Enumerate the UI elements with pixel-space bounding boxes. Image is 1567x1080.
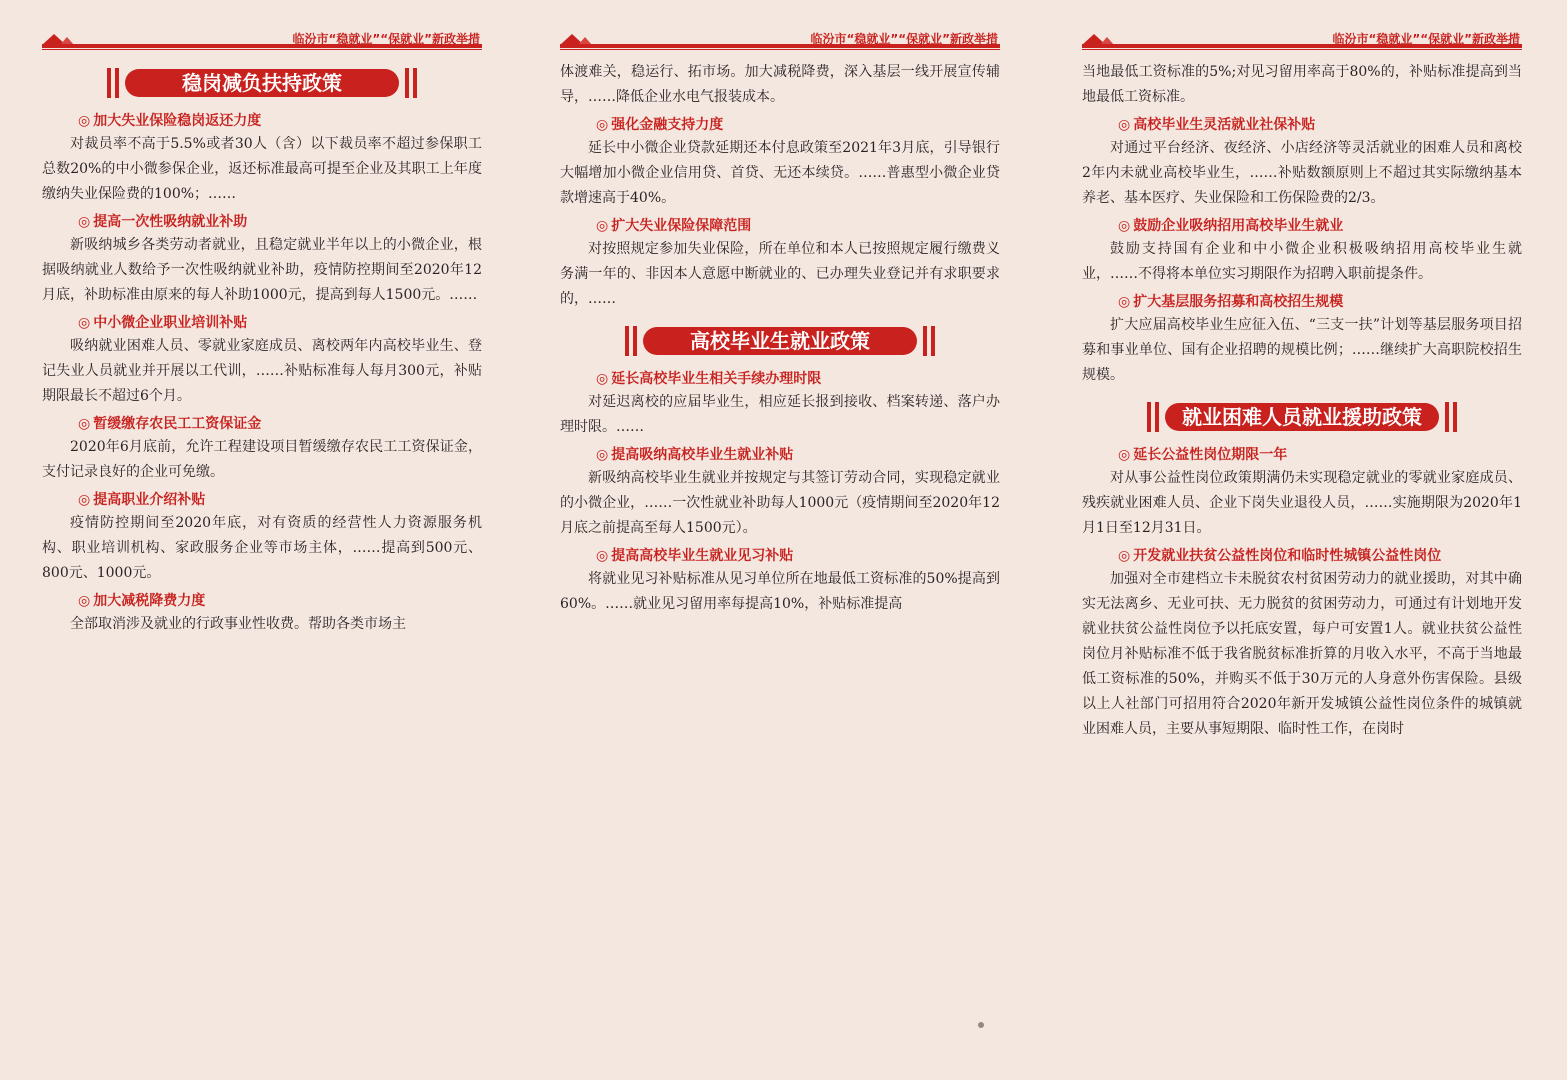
section-title-text: 延长公益性岗位期限一年 [1133,447,1288,463]
section-title [78,110,482,130]
header-rule-thin [42,49,482,50]
bullseye-icon: ◎ [78,113,91,129]
section-title [78,413,482,433]
section-title-text: 加大失业保险稳岗返还力度 [93,113,262,129]
banner-bar-icon [107,68,111,98]
bullseye-icon: ◎ [596,447,609,463]
section-title [78,489,482,509]
section-banner [1147,402,1457,432]
banner-title: 高校毕业生就业政策 [643,327,917,355]
section-banner [107,68,417,98]
section-paragraph: 将就业见习补贴标准从见习单位所在地最低工资标准的50%提高到60%。……就业见习留用率每提高10%，补贴标准提高 [560,571,1000,612]
bullseye-icon: ◎ [78,492,91,508]
section-title-text: 开发就业扶贫公益性岗位和临时性城镇公益性岗位 [1133,548,1442,564]
bullseye-icon: ◎ [596,371,609,387]
section-paragraph: 吸纳就业困难人员、零就业家庭成员、离校两年内高校毕业生、登记失业人员就业并开展以工代训，……补贴标准每人每月300元，补贴期限最长不超过6个月。 [42,338,482,404]
section-title [1118,291,1522,311]
section-paragraph: 2020年6月底前，允许工程建设项目暂缓缴存农民工工资保证金，支付记录良好的企业可免缴。 [42,439,482,480]
section-banner [625,326,935,356]
section-paragraph: 对延迟离校的应届毕业生，相应延长报到接收、档案转递、落户办理时限。…… [560,394,1000,435]
banner-title: 稳岗减负扶持政策 [125,69,399,97]
banner-bar-icon [633,326,637,356]
bullseye-icon: ◎ [596,117,609,133]
section-paragraph: 对从事公益性岗位政策期满仍未实现稳定就业的零就业家庭成员、残疾就业困难人员、企业下岗失业退役人员，……实施期限为2020年1月1日至12月31日。 [1082,470,1522,536]
section-title-text: 延长高校毕业生相关手续办理时限 [611,371,822,387]
page-header [1082,30,1522,54]
section-title [596,215,1000,235]
banner-title: 就业困难人员就业援助政策 [1165,403,1439,431]
section-title [596,444,1000,464]
section-title-text: 扩大基层服务招募和高校招生规模 [1133,294,1344,310]
banner-bar-icon [931,326,935,356]
page-header [560,30,1000,54]
section-title-text: 鼓励企业吸纳招用高校毕业生就业 [1133,218,1344,234]
section-paragraph: 对裁员率不高于5.5%或者30人（含）以下裁员率不超过参保职工总数20%的中小微参保企业，返还标准最高可提至企业及其职工上年度缴纳失业保险费的100%；…… [42,136,482,202]
column-1 [42,30,482,1060]
banner-bar-icon [1445,402,1449,432]
section-paragraph: 新吸纳城乡各类劳动者就业，且稳定就业半年以上的小微企业，根据吸纳就业人数给予一次性吸纳就业补助，疫情防控期间至2020年12月底，补助标准由原来的每人补助1000元，提高到每人1500元。…… [42,237,482,303]
bullseye-icon: ◎ [1118,447,1131,463]
bullseye-icon: ◎ [1118,294,1131,310]
bullseye-icon: ◎ [78,315,91,331]
section-title-text: 提高吸纳高校毕业生就业补贴 [611,447,794,463]
column-2 [560,30,1000,1060]
banner-bar-icon [1155,402,1159,432]
section-title [78,590,482,610]
section-title-text: 暂缓缴存农民工工资保证金 [93,416,262,432]
banner-bar-icon [923,326,927,356]
bullseye-icon: ◎ [78,214,91,230]
bullseye-icon: ◎ [1118,548,1131,564]
column-3 [1082,30,1522,1060]
section-paragraph: 疫情防控期间至2020年底，对有资质的经营性人力资源服务机构、职业培训机构、家政服务企业等市场主体，……提高到500元、800元、1000元。 [42,515,482,581]
decorative-dot [978,1022,984,1028]
banner-bar-icon [1453,402,1457,432]
section-paragraph: 加强对全市建档立卡未脱贫农村贫困劳动力的就业援助，对其中确实无法离乡、无业可扶、无力脱贫的贫困劳动力，可通过有计划地开发就业扶贫公益性岗位予以托底安置，每户可安置1人。就业扶贫公益性岗位月补贴标准不低于我省脱贫标准折算的月收入水平，不高于当地最低工资标准的50%，并购买不低于30万元的人身意外伤害保险。县级以上人社部门可招用符合2020年新开发城镇公益性岗位条件的城镇就业困难人员，主要从事短期限、临时性工作，在岗时 [1082,571,1522,737]
section-title [1118,444,1522,464]
section-title [1118,545,1522,565]
section-paragraph: 当地最低工资标准的5%;对见习留用率高于80%的，补贴标准提高到当地最低工资标准。 [1082,64,1522,105]
section-paragraph: 延长中小微企业贷款延期还本付息政策至2021年3月底，引导银行大幅增加小微企业信用贷、首贷、无还本续贷。……普惠型小微企业贷款增速高于40%。 [560,140,1000,206]
bullseye-icon: ◎ [78,593,91,609]
bullseye-icon: ◎ [78,416,91,432]
section-title-text: 提高职业介绍补贴 [93,492,206,508]
section-paragraph: 对通过平台经济、夜经济、小店经济等灵活就业的困难人员和离校2年内未就业高校毕业生，……补贴数额原则上不超过其实际缴纳基本养老、基本医疗、失业保险和工伤保险费的2/3。 [1082,140,1522,206]
header-title: 临汾市“稳就业”“保就业”新政举措 [292,32,480,46]
section-title-text: 提高一次性吸纳就业补助 [93,214,248,230]
section-paragraph: 扩大应届高校毕业生应征入伍、“三支一扶”计划等基层服务项目招募和事业单位、国有企业招聘的规模比例；……继续扩大高职院校招生规模。 [1082,317,1522,383]
section-title [596,368,1000,388]
header-rule-thin [560,49,1000,50]
section-title-text: 扩大失业保险保障范围 [611,218,752,234]
bullseye-icon: ◎ [1118,218,1131,234]
section-paragraph: 新吸纳高校毕业生就业并按规定与其签订劳动合同，实现稳定就业的小微企业，……一次性就业补助每人1000元（疫情期间至2020年12月底之前提高至每人1500元）。 [560,470,1000,536]
section-title [78,211,482,231]
section-paragraph: 鼓励支持国有企业和中小微企业积极吸纳招用高校毕业生就业，……不得将本单位实习期限作为招聘入职前提条件。 [1082,241,1522,282]
banner-bar-icon [405,68,409,98]
section-paragraph: 全部取消涉及就业的行政事业性收费。帮助各类市场主 [70,616,406,632]
header-title: 临汾市“稳就业”“保就业”新政举措 [810,32,998,46]
banner-bar-icon [413,68,417,98]
bullseye-icon: ◎ [596,548,609,564]
section-title-text: 加大减税降费力度 [93,593,206,609]
section-title [1118,114,1522,134]
header-title: 临汾市“稳就业”“保就业”新政举措 [1332,32,1520,46]
bullseye-icon: ◎ [596,218,609,234]
header-rule-thin [1082,49,1522,50]
bullseye-icon: ◎ [1118,117,1131,133]
section-title [78,312,482,332]
banner-bar-icon [115,68,119,98]
section-title [596,114,1000,134]
section-paragraph: 对按照规定参加失业保险，所在单位和本人已按照规定履行缴费义务满一年的、非因本人意愿中断就业的、已办理失业登记并有求职要求的，…… [560,241,1000,307]
section-title-text: 中小微企业职业培训补贴 [93,315,248,331]
section-title-text: 强化金融支持力度 [611,117,724,133]
banner-bar-icon [625,326,629,356]
section-title [596,545,1000,565]
banner-bar-icon [1147,402,1151,432]
section-title-text: 高校毕业生灵活就业社保补贴 [1133,117,1316,133]
page-header [42,30,482,54]
section-paragraph: 体渡难关，稳运行、拓市场。加大减税降费，深入基层一线开展宣传辅导，……降低企业水电气报装成本。 [560,64,1000,105]
section-title [1118,215,1522,235]
section-title-text: 提高高校毕业生就业见习补贴 [611,548,794,564]
